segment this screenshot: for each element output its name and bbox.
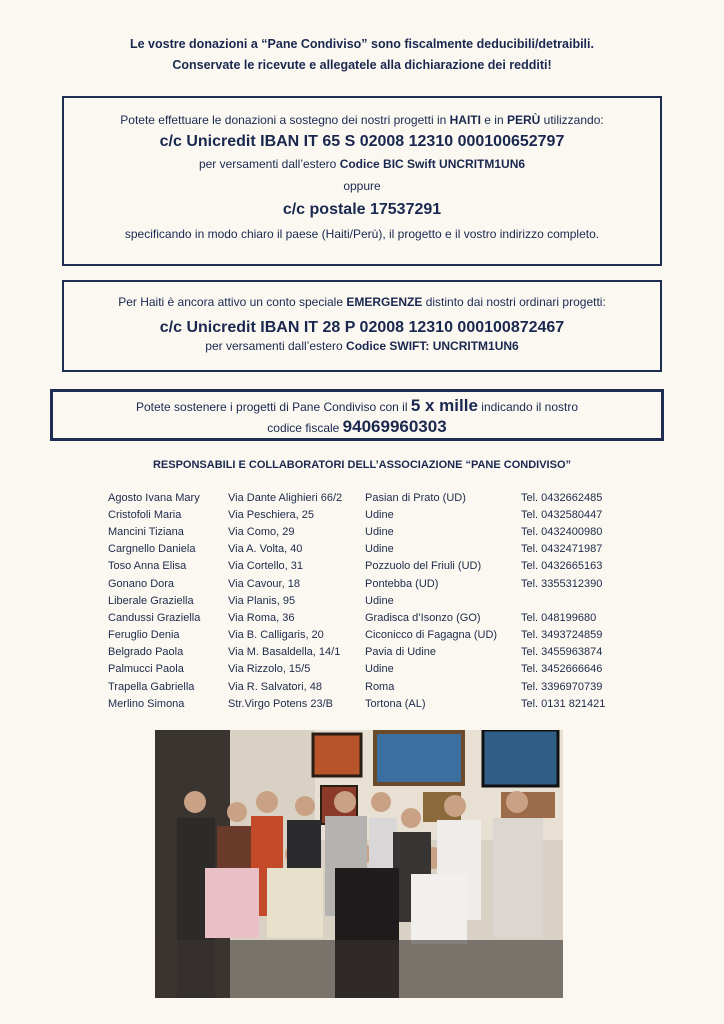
contact-name: Candussi Graziella [108,611,201,624]
contact-city: Udine [365,525,394,538]
contact-street: Via Roma, 36 [228,611,295,624]
contact-row [108,523,621,540]
contact-city: Gradisca d’Isonzo (GO) [365,611,481,624]
contact-street: Via Rizzolo, 15/5 [228,663,311,676]
contact-street: Via A. Volta, 40 [228,543,303,556]
contact-tel [521,592,621,609]
contact-street: Via Como, 29 [228,525,295,538]
specify-note: specificando in modo chiaro il paese (Haiti/Perù), il progetto e il vostro indirizzo completo. [124,227,600,241]
contact-name: Belgrado Paola [108,646,184,659]
contact-tel: Tel. 3355312390 [521,577,603,590]
contact-street: Via Cortello, 31 [228,560,304,573]
contact-name: Palmucci Paola [108,663,184,676]
contact-name: Feruglio Denia [108,629,180,642]
contact-street: Via Planis, 95 [228,594,296,607]
intro-line-2: Conservate le ricevute e allegatele alla dichiarazione dei redditi! [172,58,552,72]
contact-city: Udine [365,663,394,676]
contact-city: Pozzuolo del Friuli (UD) [365,560,482,573]
contact-row [108,575,621,592]
contact-name: Merlino Simona [108,697,185,710]
contact-tel: Tel. 0432665163 [521,560,603,573]
contact-city: Pontebba (UD) [365,577,439,590]
contact-row [108,592,621,609]
contact-city: Udine [365,594,394,607]
emergency-foreign: per versamenti dall’estero Codice SWIFT: UNCRITM1UN6 [205,339,519,353]
contact-street: Via M. Basaldella, 14/1 [228,646,341,659]
contact-street: Via Peschiera, 25 [228,508,315,521]
emergency-box [62,280,662,372]
contact-street: Via Dante Alighieri 66/2 [228,491,343,504]
contact-city: Udine [365,508,394,521]
contact-city: Pavia di Udine [365,646,436,659]
contact-city: Pasian di Prato (UD) [365,491,466,504]
group-photo-illustration [155,730,563,998]
contact-name: Agosto Ivana Mary [108,491,200,504]
contact-row [108,489,621,506]
donation-box [62,96,662,266]
donation-intro: Potete effettuare le donazioni a sostegno dei nostri progetti in HAITI e in PERÙ utilizzando: [120,113,604,127]
contact-name: Trapella Gabriella [108,680,195,693]
contact-name: Cristofoli Maria [108,508,182,521]
contact-name: Gonano Dora [108,577,175,590]
contact-row [108,678,621,695]
postal-account: c/c postale 17537291 [282,201,442,218]
contact-tel: Tel. 3455963874 [521,646,603,659]
unicredit-iban: c/c Unicredit IBAN IT 65 S 02008 12310 000100652797 [159,133,565,150]
contact-name: Cargnello Daniela [108,543,196,556]
or-text: oppure [343,179,381,193]
contacts-table [108,489,621,712]
contact-row [108,695,621,712]
contact-row [108,506,621,523]
contacts-heading: RESPONSABILI E COLLABORATORI DELL’ASSOCIAZIONE “PANE CONDIVISO” [152,459,572,471]
contact-tel: Tel. 0432662485 [521,491,603,504]
contact-row [108,609,621,626]
contact-row [108,644,621,661]
contact-name: Mancini Tiziana [108,525,184,538]
contact-city: Roma [365,680,395,693]
contact-tel: Tel. 0131 821421 [521,697,606,710]
group-photo [155,730,563,998]
contact-street: Str.Virgo Potens 23/B [228,697,333,710]
contact-street: Via Cavour, 18 [228,577,300,590]
intro-note [0,34,724,76]
contact-tel: Tel. 0432400980 [521,525,603,538]
contact-tel: Tel. 0432580447 [521,508,603,521]
intro-line-1: Le vostre donazioni a “Pane Condiviso” sono fiscalmente deducibili/detraibili. [130,37,594,51]
tax-code-line: codice fiscale 94069960303 [267,417,447,436]
contact-street: Via B. Calligaris, 20 [228,629,324,642]
contact-row [108,541,621,558]
contact-street: Via R. Salvatori, 48 [228,680,322,693]
contact-tel: Tel. 3396970739 [521,680,603,693]
contact-name: Liberale Graziella [108,594,194,607]
foreign-transfer: per versamenti dall’estero Codice BIC Swift UNCRITM1UN6 [198,157,526,171]
contact-row [108,627,621,644]
contact-row [108,661,621,678]
contact-tel: Tel. 0432471987 [521,543,603,556]
emergency-intro: Per Haiti è ancora attivo un conto speciale EMERGENZE distinto dai nostri ordinari progetti: [118,295,606,309]
contact-tel: Tel. 3493724859 [521,629,603,642]
contact-city: Tortona (AL) [365,697,426,710]
emergency-iban: c/c Unicredit IBAN IT 28 P 02008 12310 000100872467 [159,319,565,336]
contact-city: Ciconicco di Fagagna (UD) [365,629,498,642]
contact-row [108,558,621,575]
contact-tel: Tel. 048199680 [521,611,597,624]
contact-tel: Tel. 3452666646 [521,663,603,676]
contact-name: Toso Anna Elisa [108,560,187,573]
five-per-mille-line: Potete sostenere i progetti di Pane Condiviso con il 5 x mille indicando il nostro [136,396,578,415]
five-per-mille-box [50,389,664,441]
contact-city: Udine [365,543,394,556]
